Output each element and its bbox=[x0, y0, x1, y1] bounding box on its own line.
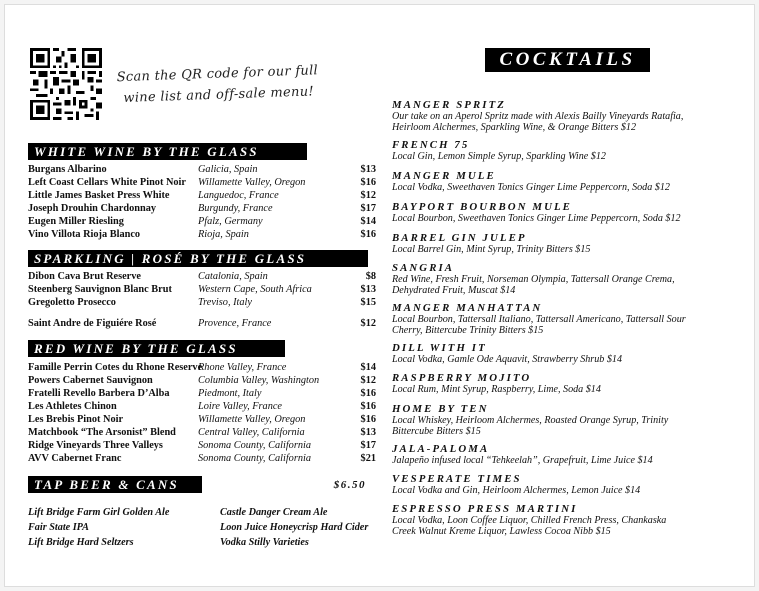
wine-name: Dibon Cava Brut Reserve bbox=[28, 271, 141, 282]
cocktail-item bbox=[392, 302, 744, 336]
cocktail-desc: Local Vodka, Loon Coffee Liquor, Chilled French Press, Chankaska bbox=[392, 515, 667, 526]
wine-region: Provence, France bbox=[198, 318, 272, 329]
wine-name: Joseph Drouhin Chardonnay bbox=[28, 203, 156, 214]
cocktail-name: HOME BY TEN bbox=[392, 403, 489, 415]
wine-region: Pfalz, Germany bbox=[198, 216, 263, 227]
wine-name: Powers Cabernet Sauvignon bbox=[28, 375, 153, 386]
wine-region: Treviso, Italy bbox=[198, 297, 252, 308]
cocktail-desc: Local Vodka, Gamle Ode Aquavit, Strawberry Shrub $14 bbox=[392, 354, 622, 365]
cocktail-name: JALA-PALOMA bbox=[392, 443, 490, 455]
wine-region: Sonoma County, California bbox=[198, 453, 311, 464]
tap-heading: TAP BEER & CANS bbox=[28, 476, 202, 493]
cocktail-item bbox=[392, 403, 744, 437]
qr-code-icon bbox=[30, 48, 102, 120]
cocktail-item bbox=[392, 342, 744, 365]
wine-name: AVV Cabernet Franc bbox=[28, 453, 122, 464]
white-wine-row bbox=[28, 215, 378, 228]
wine-price: $16 bbox=[360, 401, 376, 412]
cocktails-heading: COCKTAILS bbox=[485, 48, 650, 72]
wine-name: Matchbook “The Arsonist” Blend bbox=[28, 427, 176, 438]
wine-region: Willamette Valley, Oregon bbox=[198, 414, 306, 425]
sparkling-row bbox=[28, 283, 378, 296]
wine-price: $8 bbox=[365, 271, 376, 282]
wine-price: $12 bbox=[360, 318, 376, 329]
menu-sheet bbox=[4, 4, 755, 587]
red-wine-row bbox=[28, 387, 378, 400]
wine-price: $14 bbox=[360, 362, 376, 373]
red-wine-row bbox=[28, 426, 378, 439]
wine-region: Piedmont, Italy bbox=[198, 388, 262, 399]
beer-item: Loon Juice Honeycrisp Hard Cider bbox=[220, 522, 369, 533]
cocktail-name: DILL WITH IT bbox=[392, 342, 487, 354]
wine-price: $16 bbox=[360, 229, 376, 240]
cocktail-name: FRENCH 75 bbox=[392, 139, 470, 151]
wine-price: $14 bbox=[360, 216, 376, 227]
cocktail-name: MANGER SPRITZ bbox=[392, 99, 506, 111]
white-wine-row bbox=[28, 176, 378, 189]
red-wine-heading: RED WINE BY THE GLASS bbox=[28, 340, 285, 357]
wine-name: Steenberg Sauvignon Blanc Brut bbox=[28, 284, 172, 295]
wine-price: $21 bbox=[360, 453, 376, 464]
wine-price: $17 bbox=[360, 203, 376, 214]
red-wine-row bbox=[28, 413, 378, 426]
wine-name: Fratelli Revello Barbera D’Alba bbox=[28, 388, 170, 399]
white-wine-heading: WHITE WINE BY THE GLASS bbox=[28, 143, 307, 160]
cocktail-item bbox=[392, 473, 744, 496]
cocktail-item bbox=[392, 139, 744, 162]
beer-item: Fair State IPA bbox=[28, 522, 89, 533]
wine-price: $16 bbox=[360, 177, 376, 188]
cocktail-desc: Local Bourbon, Tattersall Italiano, Tattersall Americano, Tattersall Sour bbox=[392, 314, 686, 325]
beer-item: Vodka Stilly Varieties bbox=[220, 537, 309, 548]
cocktail-name: SANGRIA bbox=[392, 262, 455, 274]
qr-note-line-1: Scan the QR code for our full bbox=[116, 63, 319, 86]
wine-name: Eugen Miller Riesling bbox=[28, 216, 124, 227]
cocktail-name: MANGER MULE bbox=[392, 170, 496, 182]
qr-note bbox=[116, 59, 357, 109]
cocktail-desc: Local Rum, Mint Syrup, Raspberry, Lime, Soda $14 bbox=[392, 384, 601, 395]
beer-item: Lift Bridge Hard Seltzers bbox=[28, 537, 134, 548]
cocktail-item bbox=[392, 262, 744, 296]
wine-name: Little James Basket Press White bbox=[28, 190, 170, 201]
white-wine-row bbox=[28, 228, 378, 241]
wine-region: Catalonia, Spain bbox=[198, 271, 268, 282]
cocktail-name: RASPBERRY MOJITO bbox=[392, 372, 532, 384]
wine-name: Saint Andre de Figuiére Rosé bbox=[28, 318, 157, 329]
wine-region: Burgundy, France bbox=[198, 203, 273, 214]
beer-item: Castle Danger Cream Ale bbox=[220, 507, 328, 518]
wine-region: Western Cape, South Africa bbox=[198, 284, 312, 295]
wine-price: $15 bbox=[360, 297, 376, 308]
wine-price: $13 bbox=[360, 284, 376, 295]
sparkling-row bbox=[28, 296, 378, 309]
cocktail-desc: Jalapeño infused local “Tehkeelah”, Grapefruit, Lime Juice $14 bbox=[392, 455, 653, 466]
wine-name: Famille Perrin Cotes du Rhone Reserve bbox=[28, 362, 203, 373]
cocktail-item bbox=[392, 372, 744, 395]
white-wine-row bbox=[28, 189, 378, 202]
red-wine-row bbox=[28, 361, 378, 374]
cocktail-desc: Local Barrel Gin, Mint Syrup, Trinity Bitters $15 bbox=[392, 244, 591, 255]
sparkling-row bbox=[28, 317, 378, 330]
wine-name: Ridge Vineyards Three Valleys bbox=[28, 440, 163, 451]
sparkling-row bbox=[28, 270, 378, 283]
wine-name: Gregoletto Prosecco bbox=[28, 297, 116, 308]
wine-name: Les Brebis Pinot Noir bbox=[28, 414, 124, 425]
wine-price: $12 bbox=[360, 375, 376, 386]
wine-region: Columbia Valley, Washington bbox=[198, 375, 320, 386]
wine-name: Les Athletes Chinon bbox=[28, 401, 117, 412]
cocktail-item bbox=[392, 170, 744, 193]
red-wine-row bbox=[28, 400, 378, 413]
wine-price: $12 bbox=[360, 190, 376, 201]
cocktail-desc: Cherry, Bittercube Trinity Bitters $15 bbox=[392, 325, 544, 336]
wine-price: $13 bbox=[360, 164, 376, 175]
red-wine-row bbox=[28, 374, 378, 387]
wine-region: Sonoma County, California bbox=[198, 440, 311, 451]
cocktail-desc: Red Wine, Fresh Fruit, Norseman Olympia, Tattersall Orange Crema, bbox=[392, 274, 675, 285]
cocktail-item bbox=[392, 443, 744, 466]
cocktail-desc: Local Whiskey, Heirloom Alchermes, Roasted Orange Syrup, Trinity bbox=[392, 415, 669, 426]
cocktail-name: BAYPORT BOURBON MULE bbox=[392, 201, 572, 213]
beer-item: Lift Bridge Farm Girl Golden Ale bbox=[28, 507, 170, 518]
cocktail-name: MANGER MANHATTAN bbox=[392, 302, 543, 314]
wine-price: $17 bbox=[360, 440, 376, 451]
wine-region: Central Valley, California bbox=[198, 427, 305, 438]
wine-region: Languedoc, France bbox=[198, 190, 279, 201]
wine-name: Vino Villota Rioja Blanco bbox=[28, 229, 141, 240]
red-wine-row bbox=[28, 439, 378, 452]
cocktail-name: BARREL GIN JULEP bbox=[392, 232, 527, 244]
cocktail-name: ESPRESSO PRESS MARTINI bbox=[392, 503, 578, 515]
wine-name: Burgans Albarino bbox=[28, 164, 107, 175]
wine-region: Rioja, Spain bbox=[198, 229, 249, 240]
qr-code[interactable] bbox=[30, 48, 102, 120]
wine-price: $16 bbox=[360, 414, 376, 425]
white-wine-row bbox=[28, 163, 378, 176]
wine-name: Left Coast Cellars White Pinot Noir bbox=[28, 177, 186, 188]
cocktail-desc: Heirloom Alchermes, Sparkling Wine, & Orange Bitters $12 bbox=[392, 122, 636, 133]
sparkling-heading: SPARKLING | ROSÉ BY THE GLASS bbox=[28, 250, 368, 267]
red-wine-row bbox=[28, 452, 378, 465]
cocktail-name: VESPERATE TIMES bbox=[392, 473, 522, 485]
cocktail-desc: Our take on an Aperol Spritz made with Alexis Bailly Vineyards Ratafia, bbox=[392, 111, 684, 122]
cocktail-desc: Local Bourbon, Sweethaven Tonics Ginger Lime Peppercorn, Soda $12 bbox=[392, 213, 681, 224]
wine-price: $16 bbox=[360, 388, 376, 399]
wine-region: Rhone Valley, France bbox=[198, 362, 287, 373]
cocktail-desc: Creek Walnut Kreme Liquor, Lawless Cocoa Nibb $15 bbox=[392, 526, 611, 537]
cocktail-desc: Local Vodka, Sweethaven Tonics Ginger Lime Peppercorn, Soda $12 bbox=[392, 182, 670, 193]
cocktail-item bbox=[392, 232, 744, 255]
cocktail-desc: Local Gin, Lemon Simple Syrup, Sparkling Wine $12 bbox=[392, 151, 606, 162]
wine-region: Willamette Valley, Oregon bbox=[198, 177, 306, 188]
white-wine-row bbox=[28, 202, 378, 215]
wine-region: Galicia, Spain bbox=[198, 164, 258, 175]
cocktail-desc: Dehydrated Fruit, Muscat $14 bbox=[392, 285, 516, 296]
cocktail-desc: Bittercube Bitters $15 bbox=[392, 426, 481, 437]
cocktail-item bbox=[392, 99, 744, 133]
tap-price: $6.50 bbox=[333, 479, 366, 491]
cocktail-desc: Local Vodka and Gin, Heirloom Alchermes, Lemon Juice $14 bbox=[392, 485, 641, 496]
wine-region: Loire Valley, France bbox=[198, 401, 282, 412]
cocktail-item bbox=[392, 503, 744, 537]
wine-price: $13 bbox=[360, 427, 376, 438]
qr-note-line-2: wine list and off-sale menu! bbox=[123, 84, 315, 106]
cocktail-item bbox=[392, 201, 744, 224]
